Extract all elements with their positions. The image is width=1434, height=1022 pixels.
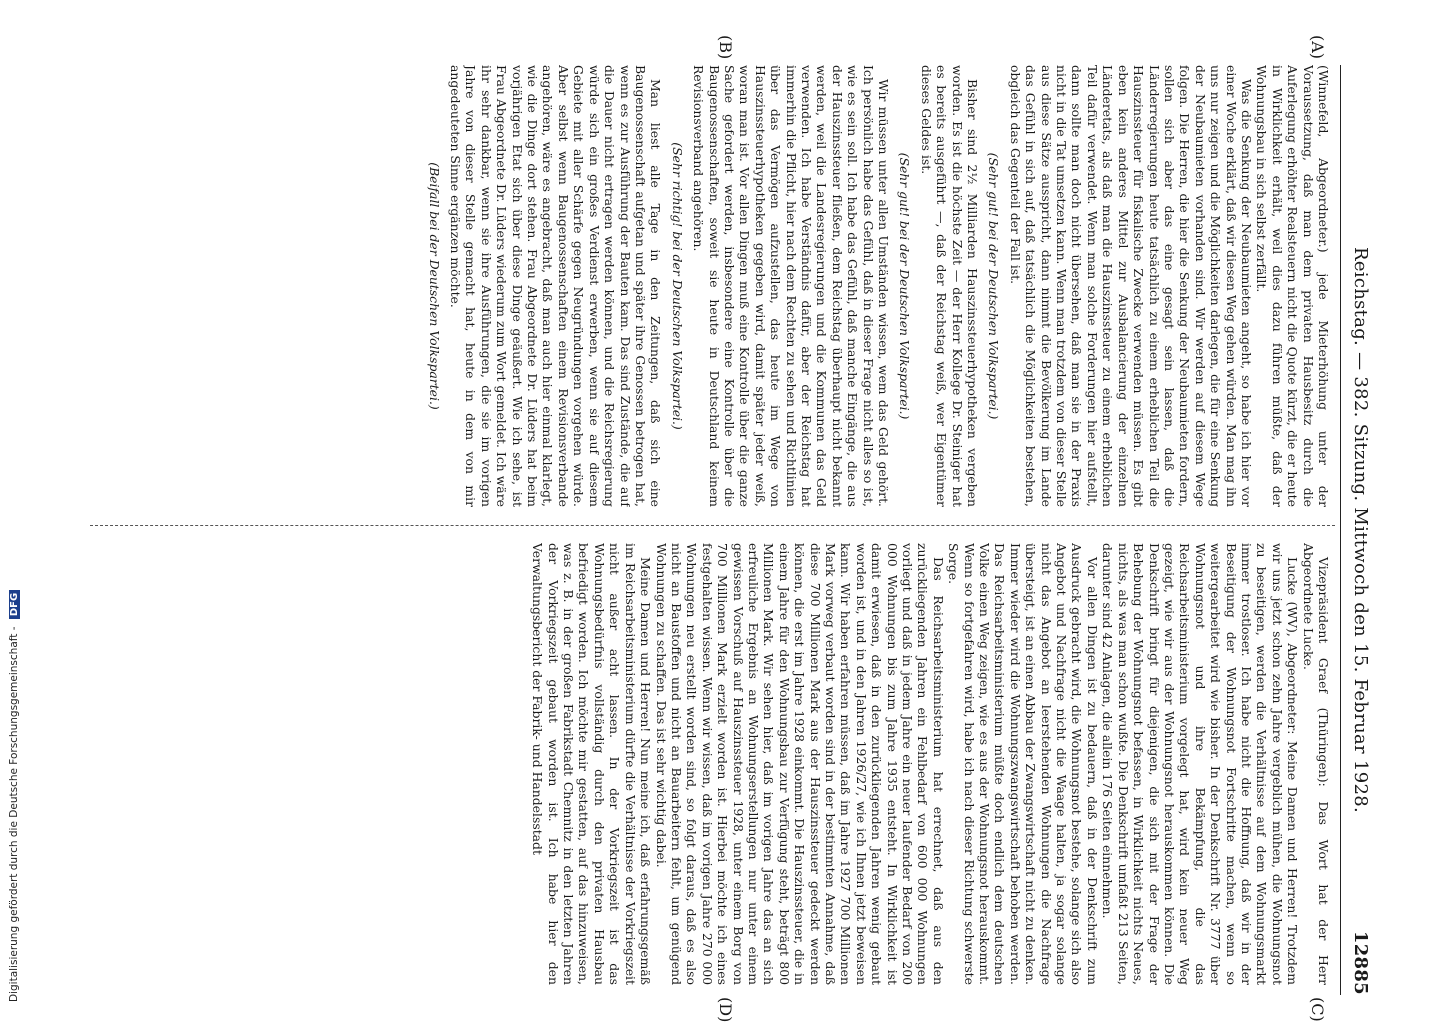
interjection: (Sehr richtig! bei der Deutschen Volkspartei.) — [669, 142, 685, 430]
margin-marker-d: (D) — [716, 997, 735, 1022]
header-rule — [1340, 65, 1341, 995]
interjection: (Sehr gut! bei der Deutschen Volkspartei.) — [986, 152, 1002, 420]
footer-text: Digitalisierung gefördert durch die Deutsche Forschungsgemeinschaft - — [8, 626, 20, 1002]
page-header — [1341, 65, 1371, 995]
dfg-logo: DFG — [9, 590, 20, 619]
paragraph: Vor allen Dingen ist zu bedauern, daß in der Denkschrift zum Ausdruck gebracht wird, die Wohnungsnot bestehe, solange sich also Angebot und Nachfrage nicht die Waage halten, ja sogar solange nicht das Angebot an leerstehenden Wohnungen die Nachfrage übersteigt, ist an einen Abbau der Zwangswirtschaft nicht zu denken. Immer wieder wird die Wohnungszwangswirtschaft behoben werden. Das Reichsarbeitsministerium müßte doch endlich dem deutschen Volke einen Weg zeigen, wie es aus der Wohnungsnot herauskommt. Wenn so fortgefahren wird, habe ich nach dieser Richtung schwerste Sorge. — [946, 543, 1100, 985]
header-title: Reichstag. — 382. Sitzung. Mittwoch den 15. Februar 1928. — [1350, 247, 1371, 813]
paragraph: Was die Senkung der Neubaumieten angeht, so habe ich hier vor einer Woche erklärt, daß wir diesen Weg gehen würden. Man mag ihn uns nur zeigen und die Möglichkeiten darlegen, die für eine Senkung der Neubaumieten vorhanden sind. Wir werden auf diesem Wege folgen. Die Herren, die hier die Senkung der Neubaumieten fordern, sollen sich aber das eine gesagt sein lassen, daß die Länderregierungen heute tatsächlich zu einem erheblichen Teil die Hauszinssteuer für fiskalische Zwecke verwenden müssen. Es gibt eben kein anderes Mittel zur Ausbalancierung der einzelnen Länderetats, als daß man die Hauszinssteuer zu einem erheblichen Teil dafür verwendet. Wenn man solche Forderungen hier aufstellt, dann sollte man doch nicht übersehen, daß man sie in der Praxis nicht in die Tat umsetzen kann. Wenn man trotzdem von dieser Stelle aus diese Sätze ausspricht, dann nimmt die Bevölkerung im Lande das Gefühl in sich auf, daß tatsächlich die Möglichkeiten bestehen, obgleich das Gegenteil der Fall ist. — [1007, 65, 1254, 507]
margin-marker-a: (A) — [1308, 35, 1327, 60]
paragraph: Wir müssen unter allen Umständen wissen, wem das Geld gehört. Ich persönlich habe das Gefühl, daß in dieser Frage nicht alles so ist, wie es sein soll. Ich habe das Gefühl, daß manche Eingänge, die aus der Hauszinssteuer fließen, dem Reichstag überhaupt nicht bekannt werden, weil die Landesregierungen und die Kommunen das Geld verwenden. Ich habe Verständnis dafür, aber der Reichstag hat immerhin die Pflicht, hier nach dem Rechten zu sehen und Richtlinien über das Vermögen aufzustellen, das heute im Wege von Hauszinssteuerhypotheken gegeben wird, damit später jeder weiß, woran man ist. Vor allen Dingen muß eine Kontrolle über die ganze Sache gefordert werden, insbesondere eine Kontrolle über die Baugenossenschaften, soweit sie heute in Deutschland keinem Revisionsverband angehören. — [691, 65, 892, 507]
interjection: (Beifall bei der Deutschen Volkspartei.) — [426, 162, 442, 410]
right-column — [91, 543, 1331, 985]
paragraph: Das Reichsarbeitsministerium hat errechnet, daß aus den zurückliegenden Jahren ein Fehlbedarf von 600 000 Wohnungen vorliegt und daß in jedem Jahre ein neuer laufender Bedarf von 200 000 Wohnungen bis zum Jahre 1935 entsteht. In Wirklichkeit ist damit erwiesen, daß in den zurückliegenden Jahren wenig gebaut worden ist, und in den Jahren 1926/27, wie ich Ihnen jetzt beweisen kann. Wir haben erfahren müssen, daß im Jahre 1927 700 Millionen Mark vorweg verbaut worden sind in der bestimmten Annahme, daß diese 700 Millionen Mark aus der Hauszinssteuer gedeckt werden können, die erst im Jahre 1928 einkommt. Die Hauszinssteuer, die in einem Jahre für den Wohnungsbau zur Verfügung steht, beträgt 800 Millionen Mark. Wir sehen hier, daß im vorigen Jahre das an sich erfreuliche Ergebnis an Wohnungserstellungen nur unter einem gewissen Vorschuß auf Hauszinssteuer 1928, unter einem Borg von 700 Millionen Mark erzielt worden ist. Hierbei möchte ich eines festgehalten wissen. Wenn wir wissen, daß im vorigen Jahre 270 000 Wohnungen neu erstellt worden sind, so folgt daraus, daß es also nicht an Baustoffen und nicht an Bauarbeitern fehlt, um genügend Wohnungen zu schaffen. Das ist sehr wichtig dabei. — [653, 543, 946, 985]
paragraph: Meine Damen und Herren! Nun meine ich, daß erfahrungsgemäß im Reichsarbeitsministerium dürfte die Verhältnisse der Vorkriegszeit nicht außer acht lassen. In der Vorkriegszeit ist das Wohnungsbedürfnis vollständig durch den privaten Hausbau befriedigt worden. Ich möchte mir gestatten, auf das hinzuweisen, was z. B. in der großen Fabrikstadt Chemnitz in den letzten Jahren der Vorkriegszeit gebaut worden ist. Ich habe hier den Verwaltungsbericht der Fabrik- und Handelsstadt — [530, 543, 654, 985]
paragraph: Bisher sind 2½ Milliarden Hauszinssteuerhypotheken vergeben worden. Es ist die höchste Zeit — der Herr Kollege Dr. Steiniger hat es bereits ausgeführt —, daß der Reichstag weiß, wer Eigentümer dieses Geldes ist. — [918, 65, 981, 507]
paragraph: Vizepräsident Graef (Thüringen): Das Wort hat der Herr Abgeordnete Lucke. — [1300, 543, 1331, 985]
paragraph: Lucke (WV), Abgeordneter: Meine Damen und Herren! Trotzdem wir uns jetzt schon zehn Jahre vergeblich mühen, die Wohnungsnot zu beseitigen, werden die Verhältnisse auf dem Wohnungsmarkt immer trostloser. Ich habe nicht die Hoffnung, daß wir in der Beseitigung der Wohnungsnot Fortschritte machen, wenn so weitergearbeitet wird wie bisher. In der Denkschrift Nr. 3777 über Wohnungsnot und ihre Bekämpfung, die das Reichsarbeitsministerium vorgelegt hat, wird kein neuer Weg gezeigt, wie wir aus der Wohnungsnot herauskommen können. Die Denkschrift bringt für diejenigen, die sich mit der Frage der Behebung der Wohnungsnot befassen, in Wirklichkeit nichts Neues, nichts, als was man schon wußte. Die Denkschrift umfaßt 213 Seiten, darunter sind 42 Anlagen, die allein 176 Seiten einnehmen. — [1100, 543, 1301, 985]
page-number: 12885 — [1350, 930, 1371, 995]
document-page — [85, 35, 1375, 1022]
margin-marker-b: (B) — [716, 35, 735, 60]
paragraph: (Winnefeld, Abgeordneter.) jede Mieterhöhung unter der Voraussetzung, daß man dem privaten Hausbesitz durch die Auferlegung erhöhter Realsteuern nicht die Quote kürzt, die er heute in Wirklichkeit erhält, weil dies dazu führen müßte, daß der Wohnungsbau in sich selbst zerfällt. — [1254, 65, 1331, 507]
interjection: (Sehr gut! bei der Deutschen Volkspartei.) — [897, 152, 913, 420]
paragraph: Man liest alle Tage in den Zeitungen, daß sich eine Baugenossenschaft aufgetan und später ihre Genossen betrogen hat, wenn es zur Ausführung der Bauten kam. Das sind Zustände, die auf die Dauer nicht ertragen werden können, und die Reichsregierung würde sich ein großes Verdienst erwerben, wenn sie auf diesem Gebiete mit aller Schärfe gegen Neugründungen vorgehen würde. Aber selbst wenn Baugenossenschaften einem Revisionsverbande angehören, wäre es angebracht, daß man auch hier einmal klarlegt, wie die Dinge dort stehen. Frau Abgeordnete Dr. Lüders hat beim vorjährigen Etat sich über diese Dinge geäußert. Wie ich sehe, ist Frau Abgeordnete Dr. Lüders wiederum zum Wort gemeldet. Ich wäre ihr sehr dankbar, wenn sie ihre Ausführungen, die sie im vorigen Jahre von dieser Stelle gemacht hat, heute in dem von mir angedeuteten Sinne ergänzen möchte. — [448, 65, 664, 507]
left-column — [91, 65, 1331, 507]
margin-marker-c: (C) — [1308, 997, 1327, 1022]
digitization-footer — [8, 22, 22, 1002]
column-separator — [90, 525, 1335, 526]
